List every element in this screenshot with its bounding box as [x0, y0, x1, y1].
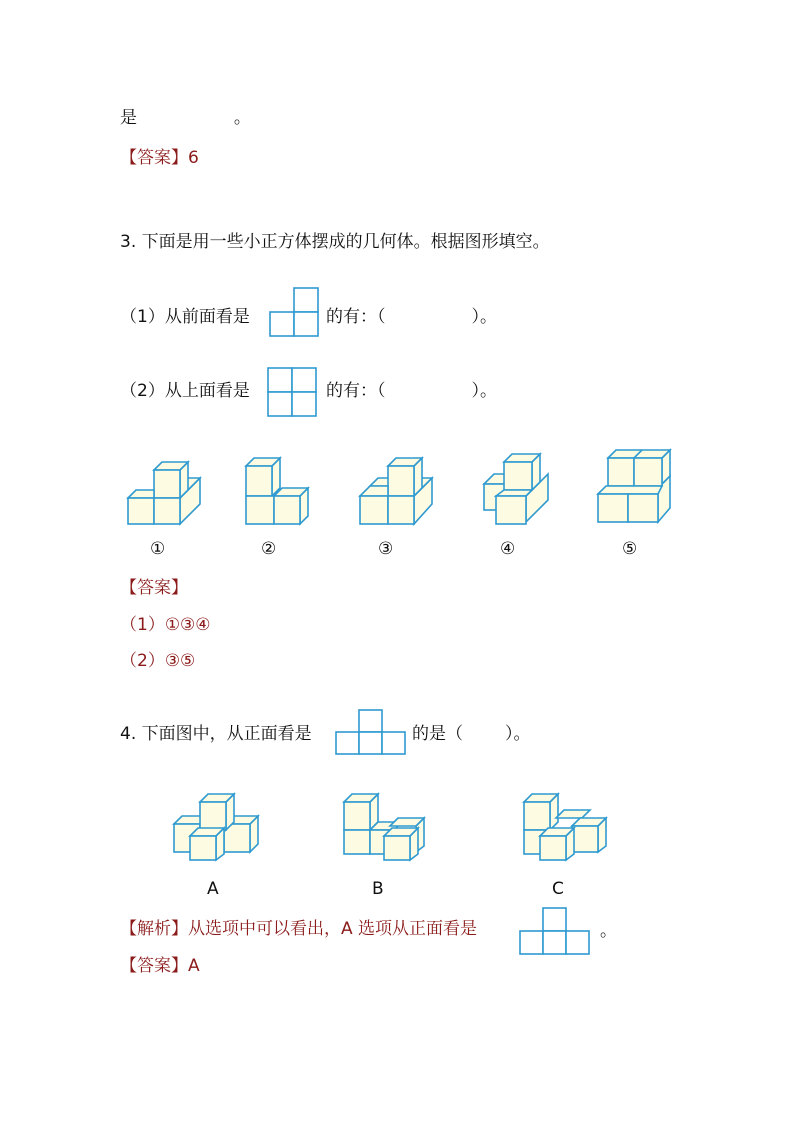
q3-p2-suffix-text: 的有：（ [326, 381, 386, 401]
q4-front-view-shape [334, 708, 408, 756]
q4-figure-b [342, 792, 434, 864]
q4-figure-c [522, 792, 614, 864]
q3-label-1: ① [150, 539, 166, 559]
q4-stem-suffix [412, 723, 531, 745]
answer-tag: 【答案】 [120, 148, 188, 168]
q3-answer-tag: 【答案】 [120, 578, 188, 598]
q3-p1-suffix [326, 306, 497, 328]
answer-value: A [188, 956, 200, 976]
q3-stem: 3. 下面是用一些小正方体摆成的几何体。根据图形填空。 [120, 232, 550, 252]
q3-figure-5 [596, 448, 676, 528]
answer-value: 6 [188, 148, 199, 168]
analysis-tag: 【解析】 [120, 919, 188, 939]
prev-period: 。 [233, 108, 251, 128]
q3-front-view-shape [268, 286, 322, 338]
analysis-text: 从选项中可以看出，A 选项从正面看是 [188, 919, 478, 939]
q3-figure-2 [244, 456, 314, 528]
q3-label-3: ③ [378, 539, 394, 559]
q4-analysis [120, 918, 477, 940]
q3-p1-prefix: （1）从前面看是 [120, 307, 250, 327]
prev-line-text: 是 [120, 108, 137, 128]
q4-option-b: B [372, 879, 384, 899]
q3-label-5: ⑤ [622, 539, 638, 559]
q3-label-4: ④ [500, 539, 516, 559]
q3-figure-4 [480, 448, 554, 528]
q3-answer-1: （1）①③④ [120, 615, 211, 635]
prev-line [120, 107, 251, 129]
answer-tag: 【答案】 [120, 956, 188, 976]
q3-label-2: ② [261, 539, 277, 559]
q3-answer-2: （2）③⑤ [120, 651, 196, 671]
q3-p2-end: ）。 [471, 381, 497, 401]
q3-p2-prefix: （2）从上面看是 [120, 381, 250, 401]
q4-stem-end: ）。 [505, 724, 531, 744]
q3-top-view-shape [266, 366, 320, 418]
q4-analysis-front-view-shape [518, 906, 592, 956]
q4-analysis-end: 。 [600, 921, 617, 941]
q3-p1-suffix-text: 的有：（ [326, 307, 386, 327]
q3-p1-end: ）。 [471, 307, 497, 327]
q3-figure-3 [356, 456, 438, 528]
q4-figure-a [172, 792, 264, 864]
q4-stem-suffix-text: 的是（ [412, 724, 463, 744]
q4-answer [120, 955, 200, 977]
q3-figure-1 [124, 456, 206, 528]
q4-option-a: A [207, 879, 219, 899]
q4-option-c: C [552, 879, 564, 899]
q3-p2-suffix [326, 380, 497, 402]
q4-stem-prefix: 4. 下面图中，从正面看是 [120, 724, 312, 744]
prev-answer [120, 147, 199, 169]
